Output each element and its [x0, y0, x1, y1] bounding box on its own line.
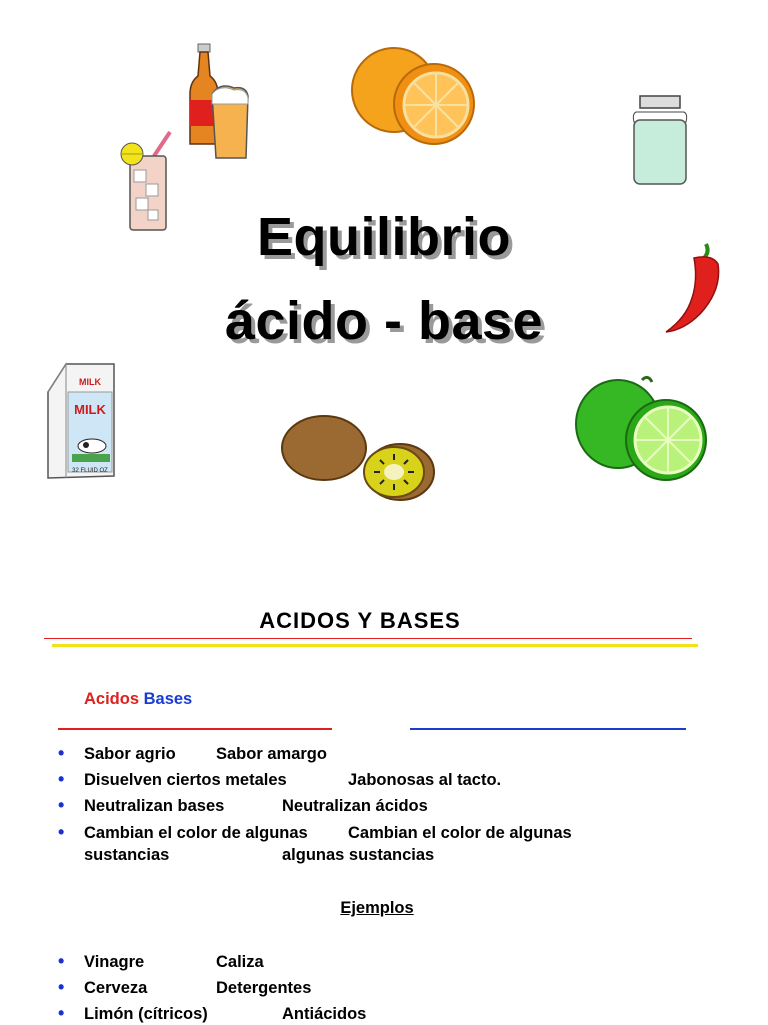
title-yellow-rule [52, 644, 698, 647]
milk-carton-icon [44, 362, 118, 480]
acid-property: Disuelven ciertos metales [84, 771, 287, 789]
bullet-icon: • [58, 743, 65, 763]
acids-red-rule [58, 728, 332, 730]
bullet-icon: • [58, 769, 65, 789]
bases-header: Bases [143, 690, 193, 708]
base-example: Antiácidos [282, 1005, 367, 1023]
base-property-continued: algunas sustancias [282, 846, 435, 864]
bullet-icon: • [58, 822, 65, 842]
acid-property: Neutralizan bases [84, 797, 225, 815]
acid-example: Cerveza [84, 979, 148, 997]
slide-title-line-1: Equilibrio [257, 207, 511, 267]
acids-bases-title: ACIDOS Y BASES [259, 608, 461, 633]
bullet-icon: • [58, 1003, 65, 1023]
acid-property-continued: sustancias [84, 846, 170, 864]
milk-carton-label: MILK [74, 402, 106, 417]
kiwi-fruit-icon [280, 414, 438, 504]
orange-fruit-icon [350, 48, 482, 146]
milk-carton-volume: 32 FLUID OZ [72, 468, 108, 474]
bullet-icon: • [58, 795, 65, 815]
title-red-rule [44, 638, 692, 639]
base-example: Detergentes [216, 979, 312, 997]
slide-title-line-2: ácido - base [224, 291, 544, 351]
bottle-and-glass-icon [190, 42, 252, 162]
lime-fruit-icon [574, 374, 708, 488]
jar-icon [630, 94, 690, 188]
acid-property: Cambian el color de algunas [84, 824, 308, 842]
base-property: Jabonosas al tacto. [348, 771, 502, 789]
milk-carton-small-label: MILK [79, 377, 101, 387]
bullet-icon: • [58, 951, 65, 971]
base-property: Cambian el color de algunas [348, 824, 572, 842]
examples-title: Ejemplos [340, 899, 414, 917]
base-example: Caliza [216, 953, 264, 971]
acids-header: Acidos [84, 690, 140, 708]
base-property: Neutralizan ácidos [282, 797, 428, 815]
column-headers [84, 690, 192, 709]
acid-example: Vinagre [84, 953, 145, 971]
bullet-icon: • [58, 977, 65, 997]
acid-property: Sabor agrio [84, 745, 176, 763]
base-property: Sabor amargo [216, 745, 327, 763]
bases-blue-rule [410, 728, 686, 730]
acid-example: Limón (cítricos) [84, 1005, 208, 1023]
